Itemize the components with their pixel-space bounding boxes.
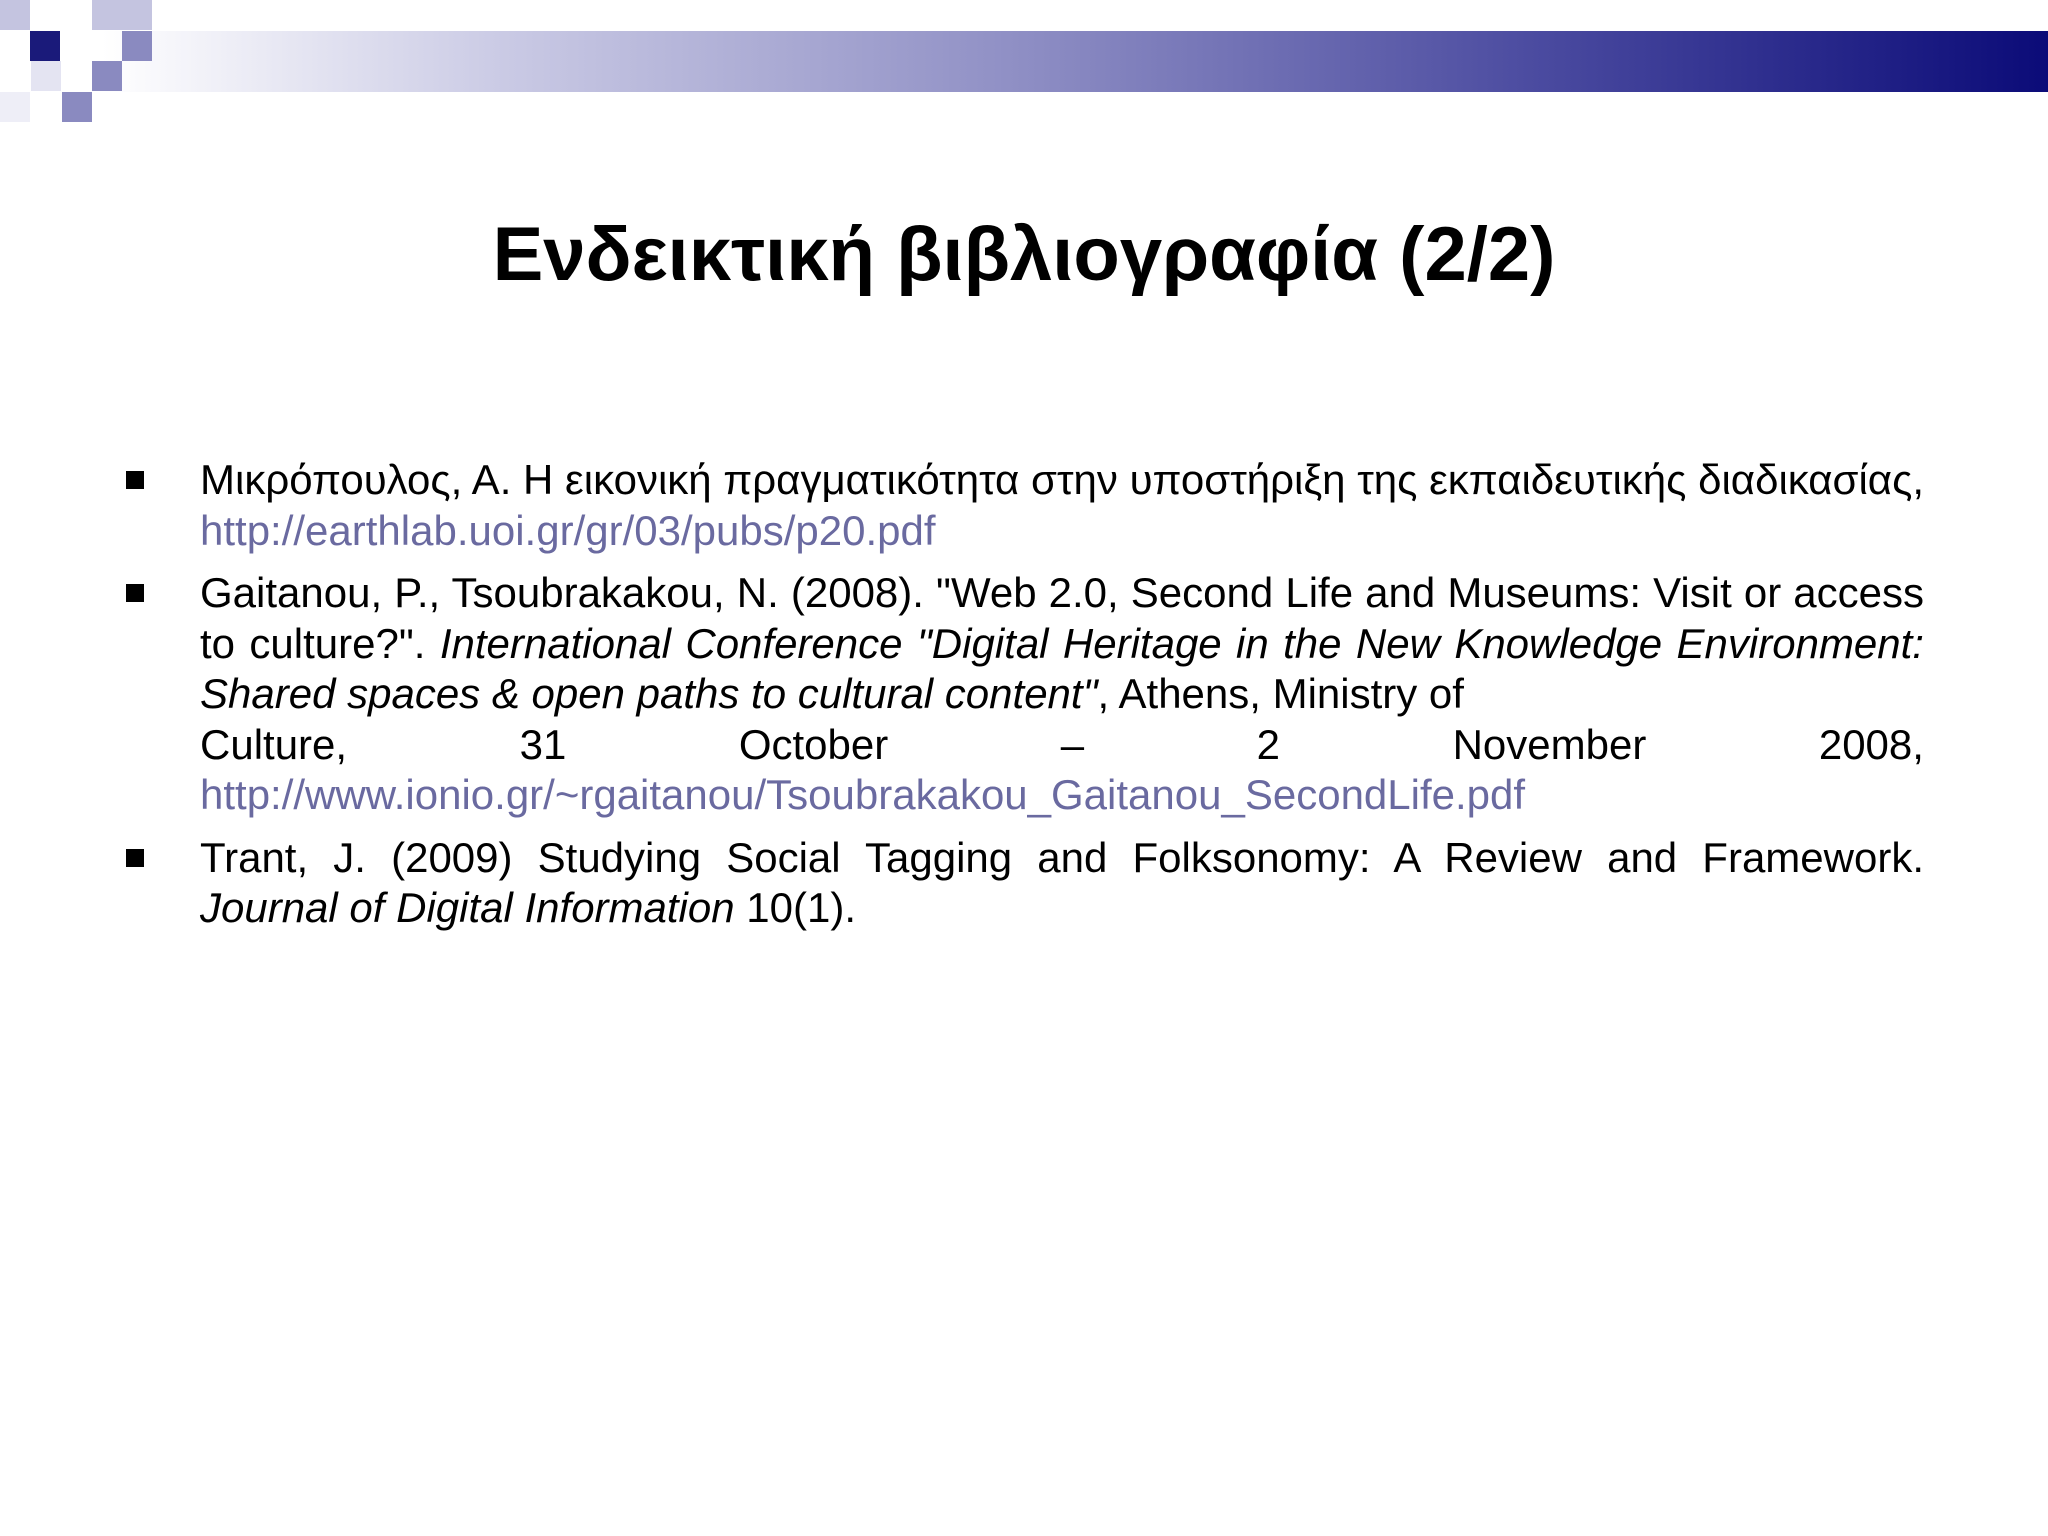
square-mid-right — [122, 31, 152, 61]
square-light-center — [31, 61, 61, 91]
date-token: Culture, — [200, 720, 348, 768]
date-token: 31 — [519, 720, 567, 768]
bibliography-list — [0, 455, 2048, 946]
reference-citation: Gaitanou, P., Tsoubrakakou, N. (2008). "Web 2.0, Second Life and Museums: Visit or access to culture?". — [200, 569, 1924, 667]
decorative-squares-logo — [0, 0, 160, 130]
reference-text — [200, 455, 1924, 556]
reference-citation: Trant, J. (2009) Studying Social Tagging and Folksonomy: A Review and Framework. — [200, 833, 1924, 881]
list-item — [0, 833, 2048, 934]
square-bottom-light — [0, 92, 30, 122]
reference-date-line — [200, 720, 1924, 771]
square-mid-top — [92, 0, 152, 30]
reference-journal-title: Journal of Digital Information — [200, 884, 735, 931]
reference-link[interactable]: http://earthlab.uoi.gr/gr/03/pubs/p20.pdf — [200, 506, 936, 554]
square-dark — [30, 31, 60, 61]
bullet-square-icon — [126, 471, 144, 489]
reference-text — [200, 568, 1924, 821]
date-token: October — [738, 720, 889, 768]
bullet-square-icon — [126, 849, 144, 867]
bullet-square-icon — [126, 584, 144, 602]
date-token: 2 — [1256, 720, 1281, 768]
square-light-top-left — [0, 0, 30, 30]
square-mid-center — [92, 61, 122, 91]
list-item — [0, 455, 2048, 556]
reference-citation: Μικρόπουλος, Α. Η εικονική πραγματικότητα στην υποστήριξη της εκπαιδευτικής διαδικασίας, — [200, 456, 1924, 503]
slide-title: Ενδεικτική βιβλιογραφία (2/2) — [492, 212, 1556, 297]
reference-location: , Athens, Ministry of — [1097, 670, 1464, 717]
reference-volume: 10(1). — [734, 884, 856, 931]
reference-conference-title: International Conference "Digital Heritage in the New Knowledge Environment: Shared spaces & open paths to cultural content" — [200, 619, 1924, 717]
square-bottom — [62, 92, 92, 122]
list-item — [0, 568, 2048, 821]
reference-text — [200, 833, 1924, 934]
header-gradient-bar — [0, 31, 2048, 92]
date-token: November — [1452, 720, 1647, 768]
reference-link[interactable]: http://www.ionio.gr/~rgaitanou/Tsoubrakakou_Gaitanou_SecondLife.pdf — [200, 771, 1526, 818]
date-token: 2008, — [1818, 720, 1924, 768]
date-token: – — [1060, 720, 1085, 768]
